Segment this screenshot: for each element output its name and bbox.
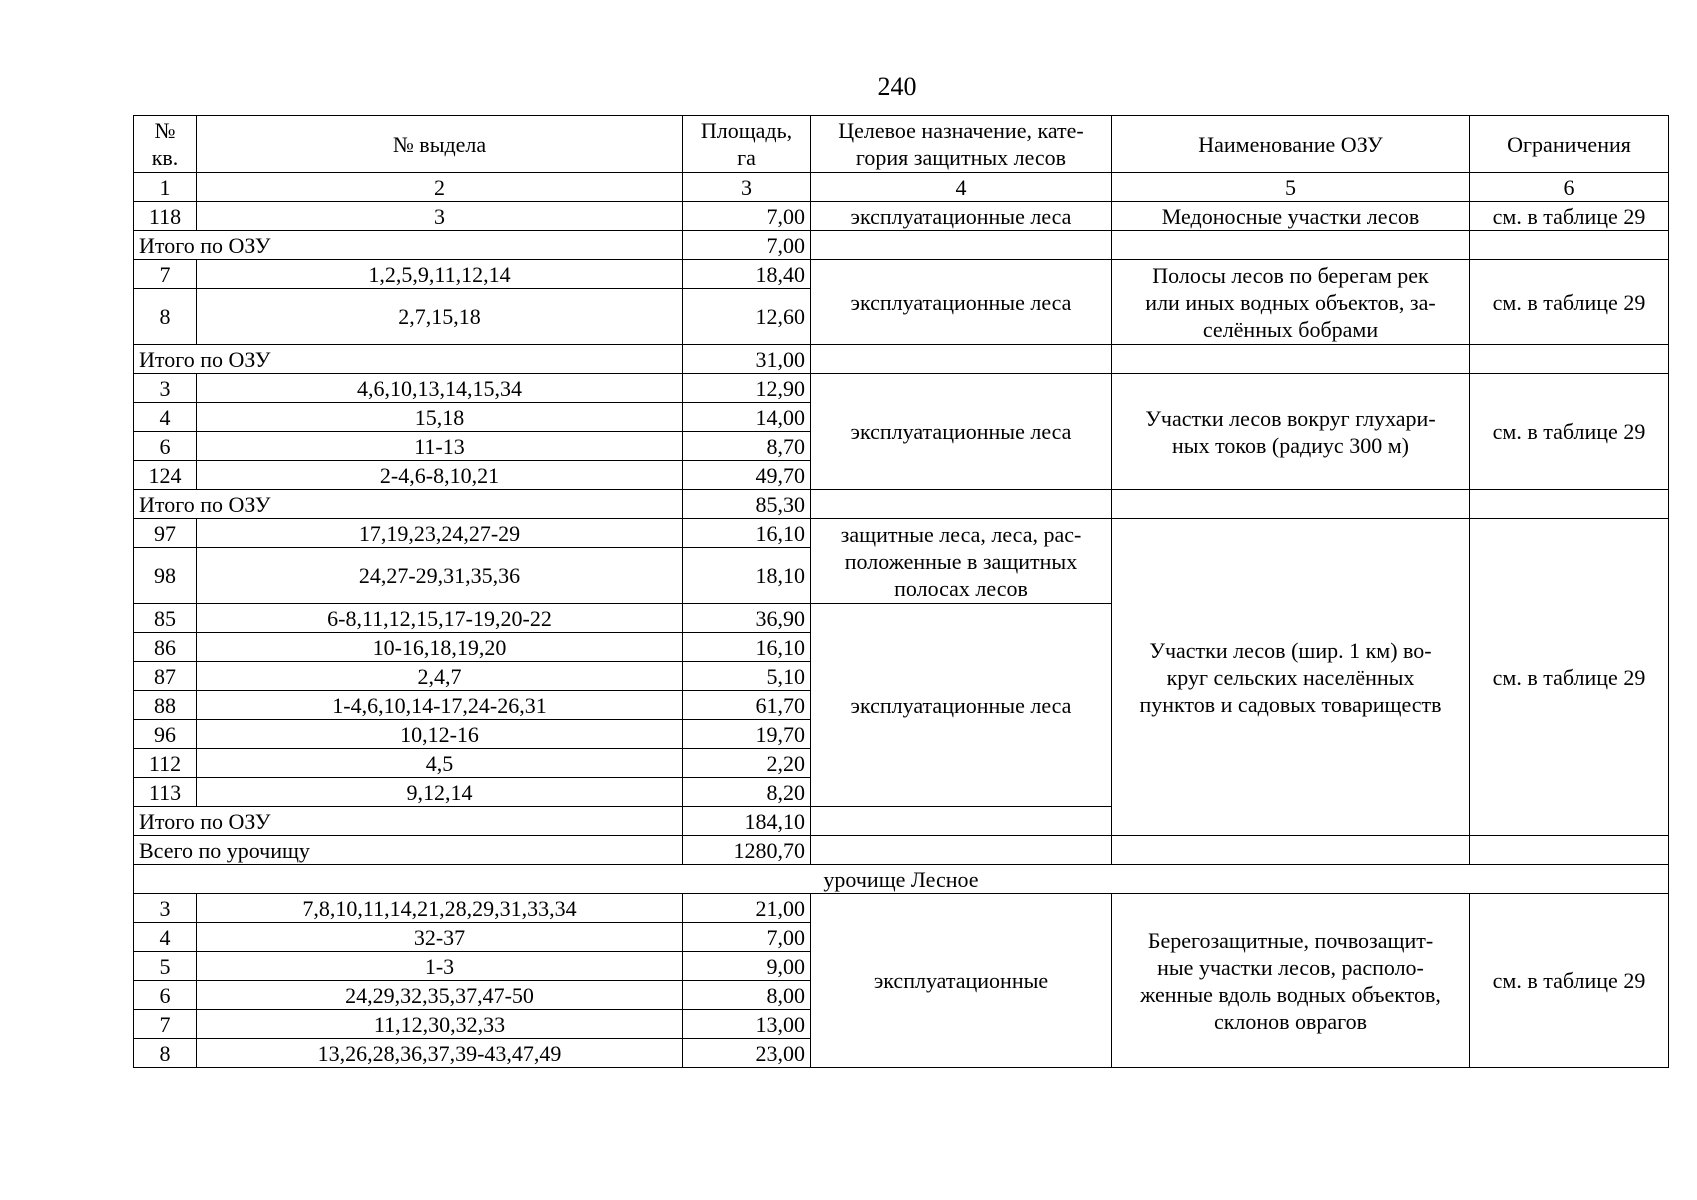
kv-cell: 112 [134,749,197,778]
kv-cell: 7 [134,260,197,289]
kv-cell: 88 [134,691,197,720]
area-cell: 8,00 [683,981,811,1010]
kv-cell: 8 [134,289,197,345]
empty-cell [1112,345,1470,374]
ozu-name-cell: Медоносные участки лесов [1112,202,1470,231]
kv-cell: 6 [134,432,197,461]
empty-cell [811,807,1112,836]
area-cell: 16,10 [683,633,811,662]
area-cell: 18,10 [683,548,811,604]
area-cell: 5,10 [683,662,811,691]
ozu-name-cell: Участки лесов (шир. 1 км) во- круг сельских населённых пунктов и садовых товариществ [1112,519,1470,836]
kv-cell: 86 [134,633,197,662]
header-kv: № кв. [134,116,197,173]
kv-cell: 6 [134,981,197,1010]
total-label: Итого по ОЗУ [134,231,683,260]
kv-cell: 113 [134,778,197,807]
table-header-row [134,116,1669,173]
empty-cell [811,231,1112,260]
vydel-cell: 24,27-29,31,35,36 [197,548,683,604]
table-row [134,260,1669,289]
area-cell: 19,70 [683,720,811,749]
purpose-cell: эксплуатационные леса [811,604,1112,807]
total-row [134,345,1669,374]
table-row [134,202,1669,231]
header-ozu-name: Наименование ОЗУ [1112,116,1470,173]
ozu-name-cell: Полосы лесов по берегам рек или иных водных объектов, за- селённых бобрами [1112,260,1470,345]
purpose-cell: эксплуатационные леса [811,260,1112,345]
purpose-cell: защитные леса, леса, рас- положенные в защитных полосах лесов [811,519,1112,604]
restriction-cell: см. в таблице 29 [1470,202,1669,231]
purpose-cell: эксплуатационные леса [811,202,1112,231]
vydel-cell: 32-37 [197,923,683,952]
header-area: Площадь, га [683,116,811,173]
kv-cell: 3 [134,894,197,923]
restriction-cell: см. в таблице 29 [1470,519,1669,836]
area-cell: 12,90 [683,374,811,403]
total-value: 7,00 [683,231,811,260]
total-value: 85,30 [683,490,811,519]
kv-cell: 3 [134,374,197,403]
vydel-cell: 3 [197,202,683,231]
restriction-cell: см. в таблице 29 [1470,894,1669,1068]
kv-cell: 118 [134,202,197,231]
area-cell: 12,60 [683,289,811,345]
total-row [134,490,1669,519]
empty-cell [1112,231,1470,260]
kv-cell: 87 [134,662,197,691]
section-title: урочище Лесное [134,865,1669,894]
vydel-cell: 2-4,6-8,10,21 [197,461,683,490]
total-label: Итого по ОЗУ [134,345,683,374]
vydel-cell: 10-16,18,19,20 [197,633,683,662]
vydel-cell: 1-3 [197,952,683,981]
empty-cell [811,836,1112,865]
area-cell: 36,90 [683,604,811,633]
forest-table [133,115,1669,1068]
kv-cell: 98 [134,548,197,604]
total-label: Итого по ОЗУ [134,490,683,519]
col-number: 5 [1112,173,1470,202]
grand-total-value: 1280,70 [683,836,811,865]
vydel-cell: 13,26,28,36,37,39-43,47,49 [197,1039,683,1068]
empty-cell [1470,490,1669,519]
kv-cell: 7 [134,1010,197,1039]
vydel-cell: 24,29,32,35,37,47-50 [197,981,683,1010]
area-cell: 8,70 [683,432,811,461]
kv-cell: 124 [134,461,197,490]
area-cell: 61,70 [683,691,811,720]
section-row [134,865,1669,894]
ozu-name-cell: Берегозащитные, почвозащит- ные участки лесов, располо- женные вдоль водных объектов, склонов оврагов [1112,894,1470,1068]
kv-cell: 85 [134,604,197,633]
vydel-cell: 15,18 [197,403,683,432]
total-row [134,231,1669,260]
header-purpose: Целевое назначение, кате- гория защитных лесов [811,116,1112,173]
area-cell: 7,00 [683,923,811,952]
vydel-cell: 11-13 [197,432,683,461]
header-vydel: № выдела [197,116,683,173]
kv-cell: 5 [134,952,197,981]
vydel-cell: 17,19,23,24,27-29 [197,519,683,548]
empty-cell [1112,836,1470,865]
vydel-cell: 9,12,14 [197,778,683,807]
col-number: 6 [1470,173,1669,202]
area-cell: 16,10 [683,519,811,548]
table-row [134,519,1669,548]
grand-total-label: Всего по урочищу [134,836,683,865]
table-row [134,894,1669,923]
total-label: Итого по ОЗУ [134,807,683,836]
vydel-cell: 2,4,7 [197,662,683,691]
empty-cell [1112,490,1470,519]
vydel-cell: 6-8,11,12,15,17-19,20-22 [197,604,683,633]
empty-cell [1470,231,1669,260]
ozu-name-cell: Участки лесов вокруг глухари- ных токов (радиус 300 м) [1112,374,1470,490]
kv-cell: 4 [134,923,197,952]
area-cell: 21,00 [683,894,811,923]
vydel-cell: 10,12-16 [197,720,683,749]
area-cell: 7,00 [683,202,811,231]
area-cell: 49,70 [683,461,811,490]
kv-cell: 97 [134,519,197,548]
vydel-cell: 7,8,10,11,14,21,28,29,31,33,34 [197,894,683,923]
area-cell: 8,20 [683,778,811,807]
page-number: 240 [877,72,917,101]
restriction-cell: см. в таблице 29 [1470,260,1669,345]
grand-total-row [134,836,1669,865]
purpose-cell: эксплуатационные леса [811,374,1112,490]
vydel-cell: 1,2,5,9,11,12,14 [197,260,683,289]
area-cell: 18,40 [683,260,811,289]
vydel-cell: 2,7,15,18 [197,289,683,345]
vydel-cell: 1-4,6,10,14-17,24-26,31 [197,691,683,720]
col-number: 4 [811,173,1112,202]
area-cell: 23,00 [683,1039,811,1068]
empty-cell [811,345,1112,374]
table-row [134,374,1669,403]
kv-cell: 96 [134,720,197,749]
empty-cell [1470,836,1669,865]
kv-cell: 8 [134,1039,197,1068]
vydel-cell: 11,12,30,32,33 [197,1010,683,1039]
empty-cell [1470,345,1669,374]
restriction-cell: см. в таблице 29 [1470,374,1669,490]
area-cell: 9,00 [683,952,811,981]
kv-cell: 4 [134,403,197,432]
total-value: 184,10 [683,807,811,836]
purpose-cell: эксплуатационные [811,894,1112,1068]
area-cell: 14,00 [683,403,811,432]
header-restrictions: Ограничения [1470,116,1669,173]
column-numbers-row [134,173,1669,202]
total-value: 31,00 [683,345,811,374]
col-number: 2 [197,173,683,202]
col-number: 3 [683,173,811,202]
col-number: 1 [134,173,197,202]
vydel-cell: 4,6,10,13,14,15,34 [197,374,683,403]
area-cell: 13,00 [683,1010,811,1039]
empty-cell [811,490,1112,519]
vydel-cell: 4,5 [197,749,683,778]
area-cell: 2,20 [683,749,811,778]
